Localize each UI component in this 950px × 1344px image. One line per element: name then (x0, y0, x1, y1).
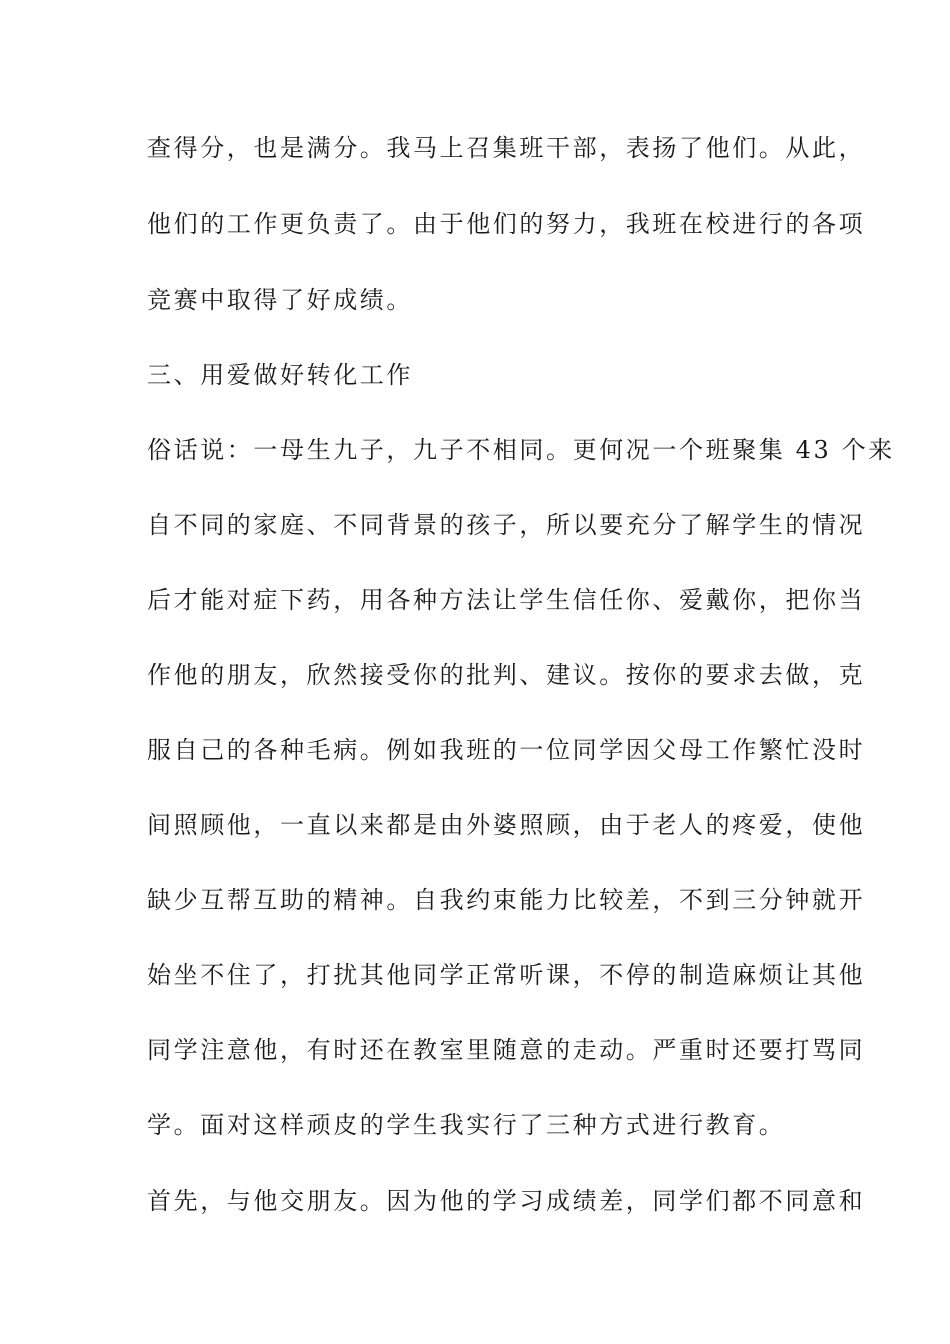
text-line: 首先，与他交朋友。因为他的学习成绩差，同学们都不同意和 (147, 1187, 866, 1215)
text-line: 竞赛中取得了好成绩。 (147, 286, 413, 314)
text-line: 后才能对症下药，用各种方法让学生信任你、爱戴你，把你当 (147, 586, 866, 614)
text-line: 自不同的家庭、不同背景的孩子，所以要充分了解学生的情况 (147, 511, 866, 539)
text-line: 始坐不住了，打扰其他同学正常听课，不停的制造麻烦让其他 (147, 961, 866, 989)
text-line: 他们的工作更负责了。由于他们的努力，我班在校进行的各项 (147, 210, 866, 238)
text-line: 缺少互帮互助的精神。自我约束能力比较差，不到三分钟就开 (147, 886, 866, 914)
text-line: 俗话说：一母生九子，九子不相同。更何况一个班聚集 43 个来 (147, 436, 895, 464)
text-line: 同学注意他，有时还在教室里随意的走动。严重时还要打骂同 (147, 1036, 866, 1064)
text-line: 服自己的各种毛病。例如我班的一位同学因父母工作繁忙没时 (147, 736, 866, 764)
text-line: 间照顾他，一直以来都是由外婆照顾，由于老人的疼爱，使他 (147, 811, 866, 839)
text-line: 查得分，也是满分。我马上召集班干部，表扬了他们。从此， (147, 134, 866, 162)
text-line: 作他的朋友，欣然接受你的批判、建议。按你的要求去做，克 (147, 661, 866, 689)
section-heading: 三、用爱做好转化工作 (147, 361, 413, 389)
text-line: 学。面对这样顽皮的学生我实行了三种方式进行教育。 (147, 1111, 786, 1139)
